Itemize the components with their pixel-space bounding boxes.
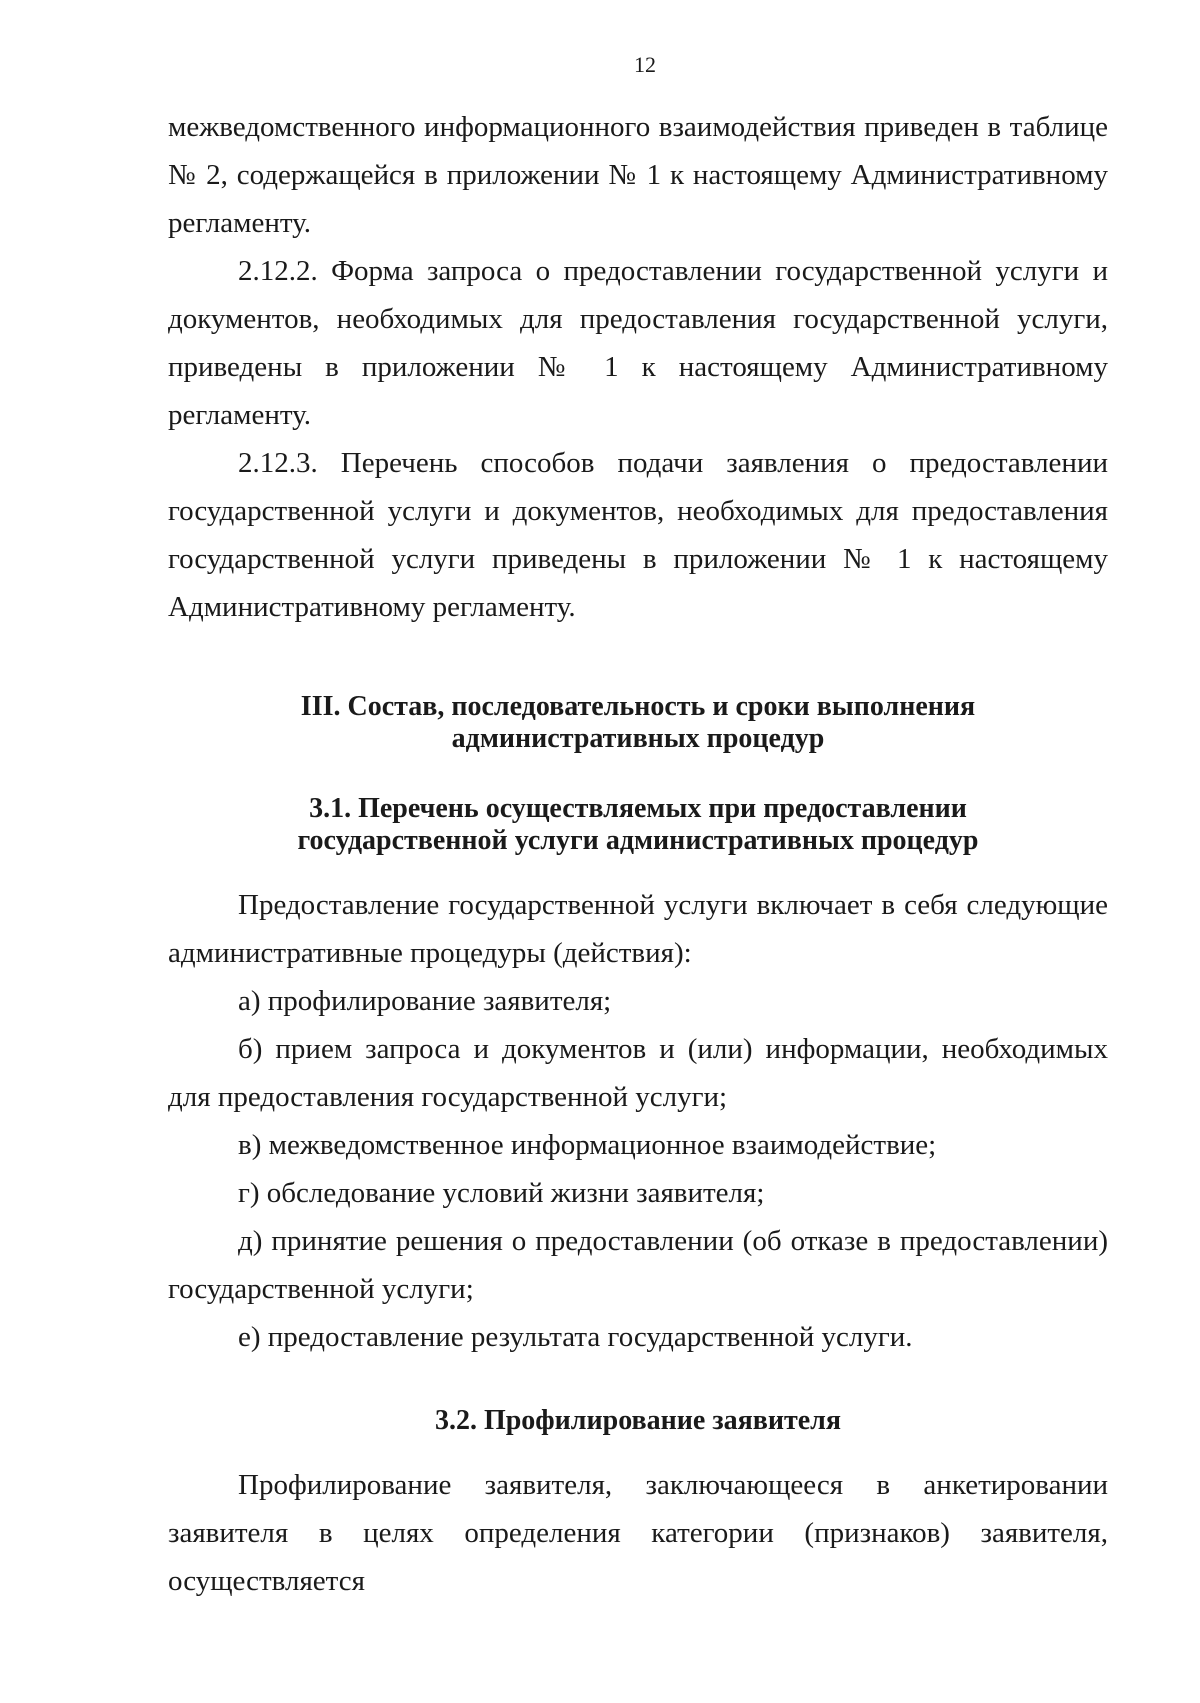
section-heading-line-1: III. Состав, последовательность и сроки выполнения — [300, 691, 976, 722]
paragraph-continuation: межведомственного информационного взаимодействия приведен в таблице № 2, содержащейся в приложении № 1 к настоящему Административному регламенту. — [168, 111, 1108, 239]
page-number: 12 — [634, 52, 656, 77]
procedure-item-b: б) прием запроса и документов и (или) информации, необходимых для предоставления государственной услуги; — [168, 1033, 1108, 1113]
procedure-item-d: д) принятие решения о предоставлении (об отказе в предоставлении) государственной услуги; — [168, 1225, 1108, 1305]
procedure-item-v: в) межведомственное информационное взаимодействие; — [238, 1129, 937, 1161]
subsection-heading-3-1 — [168, 793, 1108, 857]
subsection-3-1-line-2: государственной услуги административных процедур — [297, 825, 979, 856]
procedure-item-e: е) предоставление результата государственной услуги. — [238, 1321, 913, 1353]
procedure-item-g: г) обследование условий жизни заявителя; — [238, 1177, 765, 1209]
procedure-item-a: а) профилирование заявителя; — [238, 985, 612, 1017]
subsection-3-1-line-1: 3.1. Перечень осуществляемых при предоставлении — [309, 793, 967, 824]
document-body — [168, 103, 1108, 1605]
paragraph-profiling: Профилирование заявителя, заключающееся в анкетировании заявителя в целях определения категории (признаков) заявителя, осуществляется — [168, 1469, 1108, 1597]
section-heading-iii — [168, 691, 1108, 755]
section-heading-line-2: административных процедур — [451, 723, 825, 754]
subsection-heading-3-2: 3.2. Профилирование заявителя — [434, 1405, 842, 1436]
paragraph-2-12-2: 2.12.2. Форма запроса о предоставлении государственной услуги и документов, необходимых для предоставления государственной услуги, приведены в приложении № 1 к настоящему Административному регламенту. — [168, 255, 1108, 431]
paragraph-procedures-intro: Предоставление государственной услуги включает в себя следующие административные процедуры (действия): — [168, 889, 1108, 969]
paragraph-2-12-3: 2.12.3. Перечень способов подачи заявления о предоставлении государственной услуги и документов, необходимых для предоставления государственной услуги приведены в приложении № 1 к настоящему Административному регламенту. — [168, 447, 1108, 623]
